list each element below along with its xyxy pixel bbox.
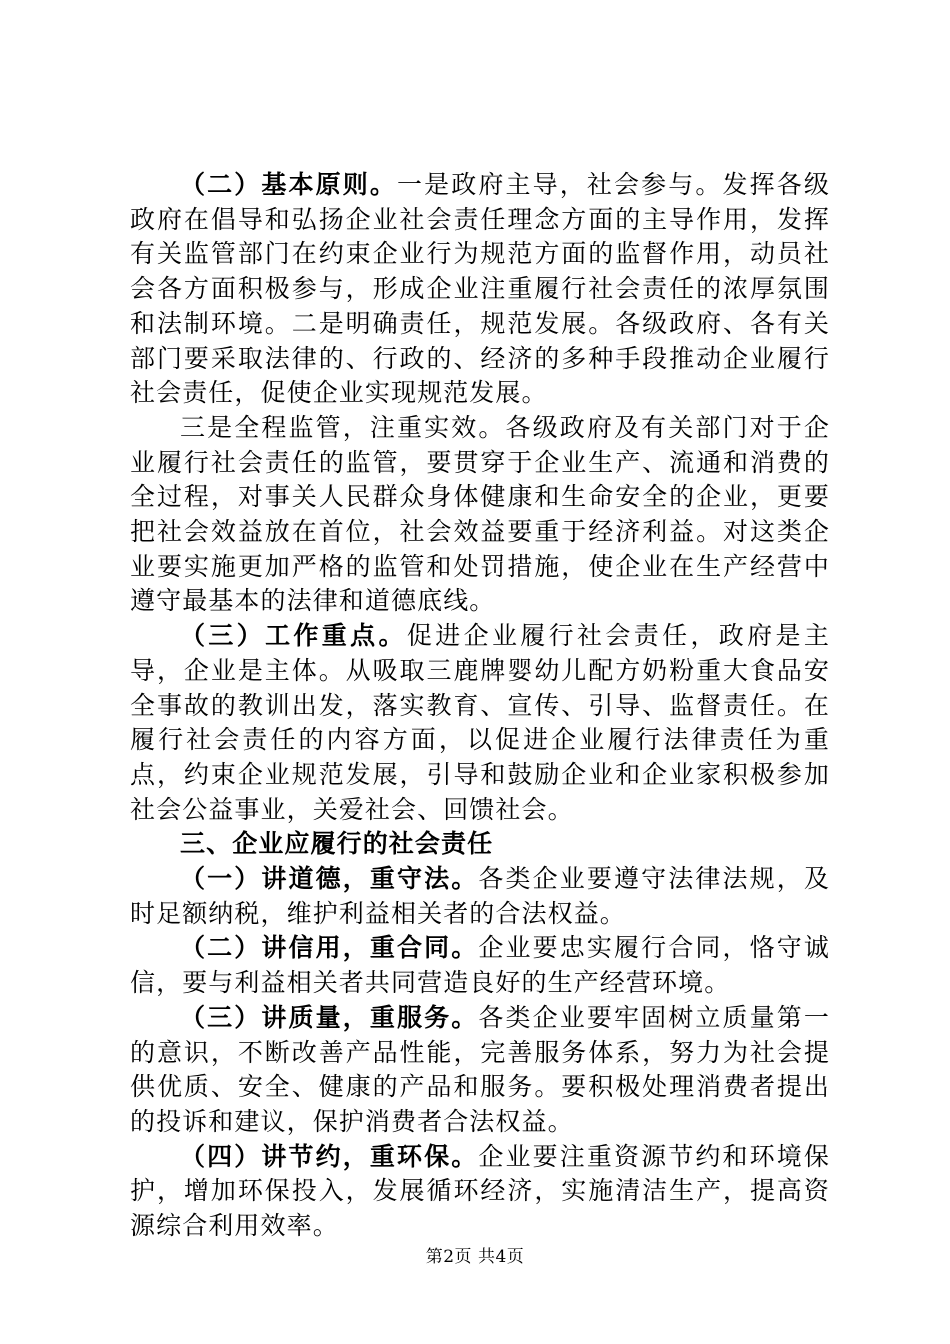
paragraph-text: 三是全程监管，注重实效。各级政府及有关部门对于企业履行社会责任的监管，要贯穿于企业生产、流通和消费的全过程，对事关人民群众身体健康和生命安全的企业，更要把社会效益放在首位，社会效益要重于经济利益。对这类企业要实施更加严格的监管和处罚措施，使企业在生产经营中遵守最基本的法律和道德底线。 bbox=[130, 412, 830, 616]
item-lead: （二）讲信用，重合同。 bbox=[180, 933, 479, 963]
paragraph-lead: （三）工作重点。 bbox=[180, 621, 407, 651]
page-number-footer: 第2页 共4页 bbox=[425, 1247, 525, 1267]
item-saving-environment bbox=[130, 1140, 830, 1244]
item-lead: （一）讲道德，重守法。 bbox=[180, 864, 479, 894]
item-quality-service bbox=[130, 1001, 830, 1140]
item-morality-law bbox=[130, 862, 830, 931]
item-text: 企业要忠实履行合同，恪守诚信，要与利益相关者共同营造良好的生产经营环境。 bbox=[130, 933, 830, 998]
item-credit-contract bbox=[130, 931, 830, 1000]
paragraph-lead: （二）基本原则。 bbox=[180, 170, 398, 199]
paragraph-work-focus bbox=[130, 619, 830, 827]
item-lead: （四）讲节约，重环保。 bbox=[180, 1141, 479, 1171]
section-heading: 三、企业应履行的社会责任 bbox=[180, 829, 494, 859]
paragraph-text: 促进企业履行社会责任，政府是主导，企业是主体。从吸取三鹿牌婴幼儿配方奶粉重大食品安全事故的教训出发，落实教育、宣传、引导、监督责任。在履行社会责任的内容方面，以促进企业履行法律责任为重点，约束企业规范发展，引导和鼓励企业和企业家积极参加社会公益事业，关爱社会、回馈社会。 bbox=[130, 621, 830, 824]
document-body bbox=[130, 168, 830, 1244]
item-lead: （三）讲质量，重服务。 bbox=[180, 1002, 479, 1032]
paragraph-full-supervision bbox=[130, 411, 830, 619]
paragraph-text: 一是政府主导，社会参与。发挥各级政府在倡导和弘扬企业社会责任理念方面的主导作用，发挥有关监管部门在约束企业行为规范方面的监督作用，动员社会各方面积极参与，形成企业注重履行社会责任的浓厚氛围和法制环境。二是明确责任，规范发展。各级政府、各有关部门要采取法律的、行政的、经济的多种手段推动企业履行社会责任，促使企业实现规范发展。 bbox=[130, 170, 830, 408]
paragraph-basic-principles bbox=[130, 168, 830, 411]
item-text: 各类企业要遵守法律法规，及时足额纳税，维护利益相关者的合法权益。 bbox=[130, 864, 830, 928]
item-text: 企业要注重资源节约和环境保护，增加环保投入，发展循环经济，实施清洁生产，提高资源综合利用效率。 bbox=[130, 1141, 830, 1241]
item-text: 各类企业要牢固树立质量第一的意识，不断改善产品性能，完善服务体系，努力为社会提供优质、安全、健康的产品和服务。要积极处理消费者提出的投诉和建议，保护消费者合法权益。 bbox=[130, 1002, 830, 1136]
